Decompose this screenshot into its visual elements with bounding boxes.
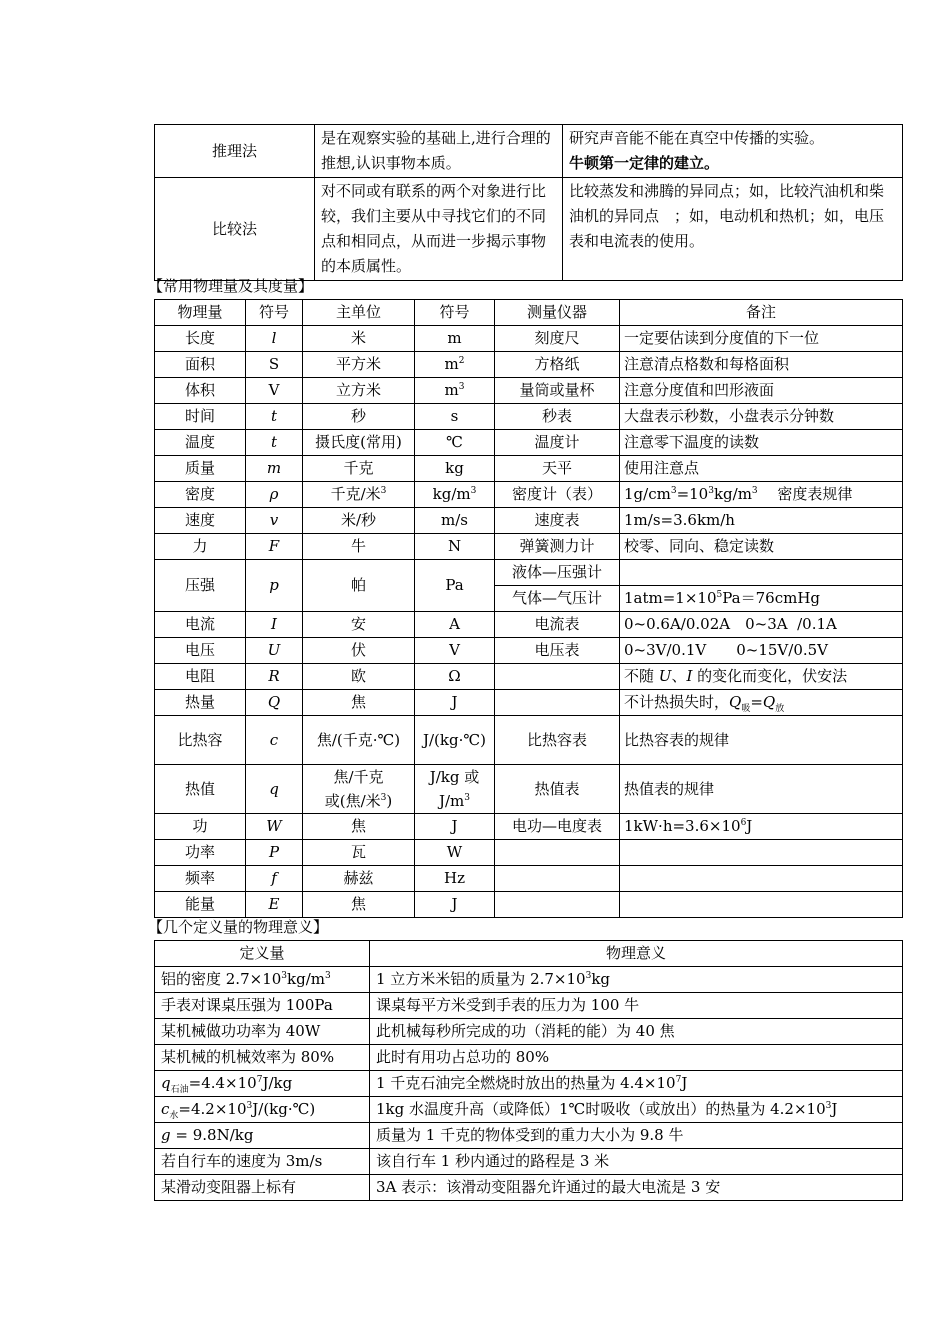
quantity-symbol: F [246, 534, 303, 560]
unit-symbol-part: J/m [438, 792, 465, 810]
table-row [155, 1175, 903, 1201]
instrument: 方格纸 [495, 352, 620, 378]
table-header-row [155, 300, 903, 326]
cell-subscript: 水 [169, 1111, 179, 1121]
defined-quantity [155, 967, 370, 993]
table-row [155, 765, 903, 814]
instrument: 电压表 [495, 638, 620, 664]
quantity-name: 比热容 [155, 716, 246, 765]
table-row [155, 534, 903, 560]
column-header: 备注 [620, 300, 903, 326]
method-name: 比较法 [155, 178, 315, 281]
physical-meaning: 此时有用功占总功的 80% [370, 1045, 903, 1071]
quantity-name: 频率 [155, 866, 246, 892]
note-part: 1kW·h=3.6×10 [624, 817, 741, 835]
unit-symbol: J [415, 690, 495, 716]
unit-name: 焦 [303, 690, 415, 716]
quantity-name: 长度 [155, 326, 246, 352]
note: 1m/s=3.6km/h [620, 508, 903, 534]
unit-name: 立方米 [303, 378, 415, 404]
unit-name: 焦 [303, 814, 415, 840]
note [620, 892, 903, 918]
unit-symbol-exp: 3 [470, 486, 477, 496]
quantity-name: 能量 [155, 892, 246, 918]
note-symbol: Q [762, 693, 776, 711]
cell-part: 1 千克石油完全燃烧时放出的热量为 4.4×10 [376, 1074, 676, 1092]
note [620, 586, 903, 612]
unit-symbol-exp: 3 [458, 382, 465, 392]
unit-name: 焦/(千克·℃) [303, 716, 415, 765]
quantity-symbol: t [246, 404, 303, 430]
note: 注意清点格数和每格面积 [620, 352, 903, 378]
cell-part: J/kg [262, 1074, 293, 1092]
defined-quantity: 某机械的机械效率为 80% [155, 1045, 370, 1071]
quantity-name: 速度 [155, 508, 246, 534]
note: 比热容表的规律 [620, 716, 903, 765]
table-row [155, 840, 903, 866]
cell-part: =4.2×10 [178, 1100, 247, 1118]
cell-symbol: g [161, 1126, 171, 1144]
quantity-name: 电阻 [155, 664, 246, 690]
quantity-name: 压强 [155, 560, 246, 612]
unit-name: 伏 [303, 638, 415, 664]
method-name: 推理法 [155, 125, 315, 178]
instrument [495, 866, 620, 892]
unit-name: 米/秒 [303, 508, 415, 534]
instrument: 天平 [495, 456, 620, 482]
unit-name: 瓦 [303, 840, 415, 866]
quantity-name: 温度 [155, 430, 246, 456]
quantity-name: 体积 [155, 378, 246, 404]
instrument: 温度计 [495, 430, 620, 456]
section-heading-meanings: 【几个定义量的物理意义】 [148, 918, 329, 936]
cell-exp: 3 [324, 971, 331, 981]
table-row [155, 638, 903, 664]
meanings-table [154, 940, 903, 1201]
defined-quantity: 某机械做功功率为 40W [155, 1019, 370, 1045]
table-row [155, 508, 903, 534]
table-row [155, 690, 903, 716]
unit-name: 牛 [303, 534, 415, 560]
table-row [155, 125, 903, 178]
unit-symbol [415, 352, 495, 378]
method-example: 比较蒸发和沸腾的异同点；如，比较汽油机和柴油机的异同点 ；如，电动机和热机；如，电压表和电流表的使用。 [563, 178, 903, 281]
note: 校零、同向、稳定读数 [620, 534, 903, 560]
quantity-name: 质量 [155, 456, 246, 482]
note-part: 密度表规律 [757, 485, 853, 503]
quantity-name: 电流 [155, 612, 246, 638]
note: 0~0.6A/0.02A 0~3A /0.1A [620, 612, 903, 638]
column-header: 定义量 [155, 941, 370, 967]
physical-meaning: 该自行车 1 秒内通过的路程是 3 米 [370, 1149, 903, 1175]
table-row [155, 326, 903, 352]
unit-name-part: ) [386, 792, 393, 810]
cell-part: J [831, 1100, 838, 1118]
quantity-symbol: P [246, 840, 303, 866]
instrument: 液体—压强计 [495, 560, 620, 586]
table-row [155, 1149, 903, 1175]
cell-part: = 9.8N/kg [170, 1126, 254, 1144]
table-row [155, 892, 903, 918]
cell-part: 1 立方米米铝的质量为 2.7×10 [376, 970, 586, 988]
note: 0~3V/0.1V 0~15V/0.5V [620, 638, 903, 664]
table-row [155, 866, 903, 892]
cell-symbol: q [161, 1074, 171, 1092]
note: 一定要估读到分度值的下一位 [620, 326, 903, 352]
unit-name: 赫兹 [303, 866, 415, 892]
quantities-table [154, 299, 903, 918]
instrument: 秒表 [495, 404, 620, 430]
quantity-symbol: l [246, 326, 303, 352]
unit-name: 秒 [303, 404, 415, 430]
quantity-symbol: R [246, 664, 303, 690]
quantity-name: 热值 [155, 765, 246, 814]
table-header-row [155, 941, 903, 967]
instrument: 速度表 [495, 508, 620, 534]
column-header: 测量仪器 [495, 300, 620, 326]
table-row [155, 378, 903, 404]
table-row [155, 814, 903, 840]
quantity-symbol: ρ [246, 482, 303, 508]
note-exp: 5 [716, 590, 723, 600]
table-row [155, 1045, 903, 1071]
method-desc: 是在观察实验的基础上,进行合理的推想,认识事物本质。 [315, 125, 563, 178]
cell-part: J [681, 1074, 688, 1092]
note-symbol: U [658, 667, 672, 685]
quantity-symbol: W [246, 814, 303, 840]
physical-meaning [370, 1071, 903, 1097]
unit-symbol [415, 482, 495, 508]
table-row [155, 1123, 903, 1149]
unit-symbol: A [415, 612, 495, 638]
unit-symbol: s [415, 404, 495, 430]
unit-symbol: J [415, 814, 495, 840]
unit-name: 千克 [303, 456, 415, 482]
unit-symbol: Pa [415, 560, 495, 612]
instrument: 电功—电度表 [495, 814, 620, 840]
note [620, 866, 903, 892]
cell-subscript: 石油 [170, 1085, 189, 1095]
instrument: 密度计（表） [495, 482, 620, 508]
quantity-symbol: Q [246, 690, 303, 716]
unit-name [303, 482, 415, 508]
defined-quantity: 若自行车的速度为 3m/s [155, 1149, 370, 1175]
note-symbol: Q [729, 693, 742, 711]
table-row [155, 560, 903, 586]
note [620, 664, 903, 690]
note-part: 的变化而变化，伏安法 [692, 667, 848, 685]
quantity-name: 功率 [155, 840, 246, 866]
instrument: 弹簧测力计 [495, 534, 620, 560]
unit-name: 平方米 [303, 352, 415, 378]
note-symbol: I [686, 667, 693, 685]
unit-name: 欧 [303, 664, 415, 690]
table-row [155, 1097, 903, 1123]
note-part: J [746, 817, 753, 835]
quantity-symbol: V [246, 378, 303, 404]
section-heading-quantities: 【常用物理量及其度量】 [148, 277, 314, 295]
note-subscript: 吸 [741, 704, 751, 714]
physical-meaning [370, 1097, 903, 1123]
defined-quantity [155, 1071, 370, 1097]
cell-exp: 3 [585, 971, 592, 981]
note-exp: 3 [751, 486, 758, 496]
table-row [155, 456, 903, 482]
note-part: 不计热损失时， [624, 693, 730, 711]
physical-meaning: 3A 表示：该滑动变阻器允许通过的最大电流是 3 安 [370, 1175, 903, 1201]
unit-symbol: kg [415, 456, 495, 482]
defined-quantity: 某滑动变阻器上标有 [155, 1175, 370, 1201]
unit-symbol: W [415, 840, 495, 866]
cell-part: kg [591, 970, 611, 988]
cell-symbol: c [161, 1100, 170, 1118]
note-exp: 3 [670, 486, 677, 496]
unit-symbol: J [415, 892, 495, 918]
quantity-name: 力 [155, 534, 246, 560]
table-row [155, 967, 903, 993]
unit-name-exp: 3 [380, 793, 387, 803]
cell-exp: 7 [256, 1075, 263, 1085]
table-row [155, 430, 903, 456]
quantity-name: 电压 [155, 638, 246, 664]
physical-meaning: 此机械每秒所完成的功（消耗的能）为 40 焦 [370, 1019, 903, 1045]
table-row [155, 1019, 903, 1045]
unit-symbol: Ω [415, 664, 495, 690]
instrument [495, 892, 620, 918]
unit-symbol-base: kg/m [432, 485, 471, 503]
quantity-name: 功 [155, 814, 246, 840]
unit-symbol [415, 378, 495, 404]
quantity-symbol: p [246, 560, 303, 612]
example-text: 研究声音能不能在真空中传播的实验。 [569, 129, 825, 147]
cell-exp: 3 [281, 971, 288, 981]
unit-symbol-exp: 2 [458, 356, 465, 366]
methods-table [154, 124, 903, 281]
table-row [155, 993, 903, 1019]
unit-name: 安 [303, 612, 415, 638]
quantity-symbol: v [246, 508, 303, 534]
column-header: 物理意义 [370, 941, 903, 967]
note: 热值表的规律 [620, 765, 903, 814]
column-header: 符号 [246, 300, 303, 326]
unit-symbol: m/s [415, 508, 495, 534]
table-row [155, 664, 903, 690]
cell-exp: 7 [675, 1075, 682, 1085]
physical-meaning: 课桌每平方米受到手表的压力为 100 牛 [370, 993, 903, 1019]
table-row [155, 352, 903, 378]
cell-exp: 3 [246, 1101, 253, 1111]
unit-symbol-exp: 3 [464, 793, 471, 803]
unit-symbol: V [415, 638, 495, 664]
cell-exp: 3 [825, 1101, 832, 1111]
column-header: 符号 [415, 300, 495, 326]
unit-symbol: N [415, 534, 495, 560]
table-row [155, 716, 903, 765]
instrument [495, 690, 620, 716]
unit-name-base: 千克/米 [330, 485, 381, 503]
quantity-symbol: t [246, 430, 303, 456]
unit-name: 米 [303, 326, 415, 352]
cell-part: kg/m [287, 970, 325, 988]
quantity-symbol: S [246, 352, 303, 378]
cell-part: =4.4×10 [188, 1074, 257, 1092]
quantity-symbol: E [246, 892, 303, 918]
unit-name [303, 765, 415, 814]
table-row [155, 482, 903, 508]
note: 大盘表示秒数，小盘表示分钟数 [620, 404, 903, 430]
unit-name: 帕 [303, 560, 415, 612]
quantity-symbol: U [246, 638, 303, 664]
unit-symbol: Hz [415, 866, 495, 892]
instrument: 刻度尺 [495, 326, 620, 352]
quantity-symbol: q [246, 765, 303, 814]
unit-name: 焦 [303, 892, 415, 918]
instrument: 电流表 [495, 612, 620, 638]
physical-meaning: 质量为 1 千克的物体受到的重力大小为 9.8 牛 [370, 1123, 903, 1149]
note-part: = [750, 693, 763, 711]
note [620, 560, 903, 586]
column-header: 物理量 [155, 300, 246, 326]
unit-name: 摄氏度(常用) [303, 430, 415, 456]
unit-symbol-line: J/kg 或 [429, 768, 480, 786]
table-row [155, 612, 903, 638]
defined-quantity: 手表对课桌压强为 100Pa [155, 993, 370, 1019]
physical-meaning [370, 967, 903, 993]
cell-part: J/(kg·℃) [252, 1100, 316, 1118]
note-part: =10 [676, 485, 709, 503]
note: 注意分度值和凹形液面 [620, 378, 903, 404]
note-part: 1atm=1×10 [624, 589, 717, 607]
quantity-symbol: c [246, 716, 303, 765]
instrument: 量筒或量杯 [495, 378, 620, 404]
method-desc: 对不同或有联系的两个对象进行比较，我们主要从中寻找它们的不同点和相同点，从而进一步揭示事物的本质属性。 [315, 178, 563, 281]
quantity-name: 时间 [155, 404, 246, 430]
note-part: Pa＝76cmHg [722, 589, 821, 607]
note [620, 690, 903, 716]
quantity-name: 热量 [155, 690, 246, 716]
unit-symbol-base: m [444, 381, 459, 399]
quantity-name: 面积 [155, 352, 246, 378]
quantity-symbol: f [246, 866, 303, 892]
quantity-name: 密度 [155, 482, 246, 508]
note-part: kg/m [713, 485, 752, 503]
unit-symbol: ℃ [415, 430, 495, 456]
cell-part: 1kg 水温度升高（或降低）1℃时吸收（或放出）的热量为 4.2×10 [376, 1100, 826, 1118]
note [620, 482, 903, 508]
unit-symbol-base: m [444, 355, 459, 373]
unit-name-line [307, 789, 410, 813]
note [620, 814, 903, 840]
unit-symbol: J/(kg·℃) [415, 716, 495, 765]
example-bold-text: 牛顿第一定律的建立。 [569, 154, 720, 172]
note-part: 、 [671, 667, 687, 685]
note [620, 840, 903, 866]
table-row [155, 1071, 903, 1097]
instrument [495, 664, 620, 690]
note-part: 1g/cm [624, 485, 671, 503]
note: 使用注意点 [620, 456, 903, 482]
table-row [155, 404, 903, 430]
cell-part: 铝的密度 2.7×10 [161, 970, 282, 988]
unit-name-line: 焦/千克 [333, 768, 384, 786]
instrument: 热值表 [495, 765, 620, 814]
quantity-symbol: m [246, 456, 303, 482]
instrument: 气体—气压计 [495, 586, 620, 612]
note-subscript: 放 [775, 704, 785, 714]
unit-symbol: m [415, 326, 495, 352]
unit-symbol [415, 765, 495, 814]
note-part: 不随 [624, 667, 659, 685]
instrument [495, 840, 620, 866]
column-header: 主单位 [303, 300, 415, 326]
unit-name-exp: 3 [380, 486, 387, 496]
defined-quantity [155, 1123, 370, 1149]
instrument: 比热容表 [495, 716, 620, 765]
note-exp: 6 [740, 818, 747, 828]
note-exp: 3 [708, 486, 714, 496]
quantity-symbol: I [246, 612, 303, 638]
note: 注意零下温度的读数 [620, 430, 903, 456]
table-row [155, 178, 903, 281]
defined-quantity [155, 1097, 370, 1123]
method-example [563, 125, 903, 178]
unit-name-part: 或(焦/米 [324, 792, 381, 810]
unit-symbol-line [419, 789, 490, 813]
